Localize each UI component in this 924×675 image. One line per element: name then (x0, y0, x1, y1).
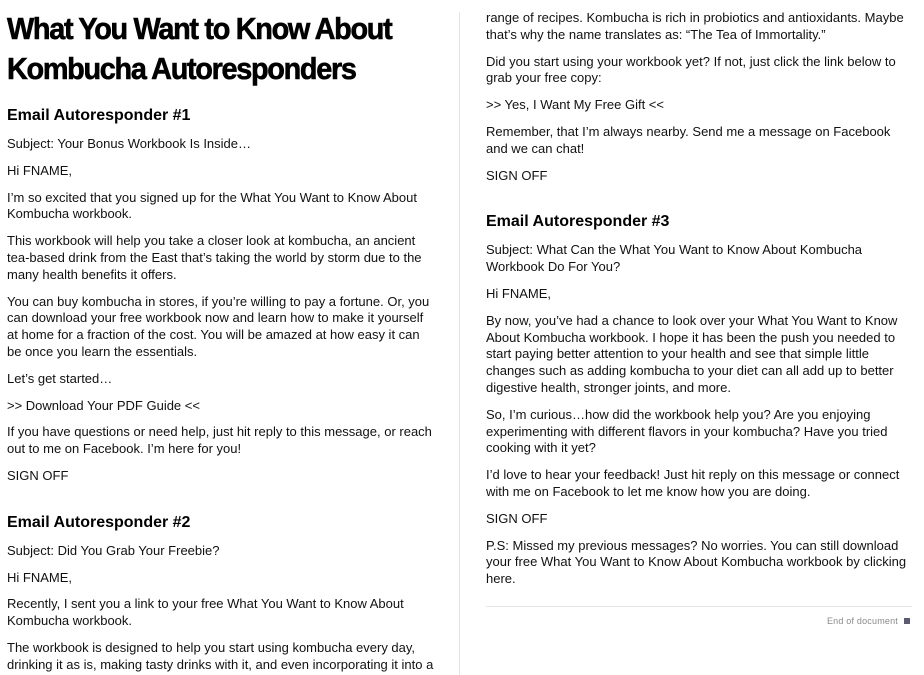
email-3-subject: Subject: What Can the What You Want to Know About Kombucha Workbook Do For You? (486, 242, 863, 275)
email-2-greeting: Hi FNAME, (7, 569, 72, 585)
end-square-icon (904, 618, 910, 624)
email-3-paragraph: So, I’m curious…how did the workbook help you? Are you enjoying experimenting with different flavors in your kombucha? Have you tried cooking with it yet? (486, 406, 888, 456)
document-title: What You Want to Know About Kombucha Autoresponders (7, 11, 392, 86)
email-3-paragraph: I’d love to hear your feedback! Just hit reply on this message or connect with me on Facebook to let me know how you are doing. (486, 467, 900, 499)
email-3-postscript: P.S: Missed my previous messages? No worries. You can still download your free What You Want to Know About Kombucha workbook by clicking here. (486, 537, 907, 587)
email-2-paragraph: Remember, that I’m always nearby. Send me a message on Facebook and we can chat! (486, 123, 891, 156)
end-of-document-label: End of document (826, 616, 898, 626)
email-2-paragraph: The workbook is designed to help you start using kombucha every day, drinking it as is, making tasty drinks with it, and even incorporating it into a (7, 639, 434, 672)
email-1-greeting: Hi FNAME, (7, 162, 72, 178)
email-1-paragraph: You can buy kombucha in stores, if you’re willing to pay a fortune. Or, you can download your free workbook now and learn how to make it yourself at home for a fraction of the cost. You will be amazed at how easy it can be once you learn the essentials. (7, 293, 430, 359)
email-1-paragraph: If you have questions or need help, just hit reply to this message, or reach out to me on Facebook. I’m here for you! (7, 424, 432, 457)
email-1-paragraph: This workbook will help you take a closer look at kombucha, an ancient tea-based drink from the East that’s taking the world by storm due to the many health benefits it offers. (7, 233, 422, 282)
left-column (7, 0, 437, 674)
email-2-paragraph: Did you start using your workbook yet? If not, just click the link below to grab your free copy: (486, 53, 896, 86)
email-2-gift-link[interactable]: >> Yes, I Want My Free Gift << (486, 97, 664, 113)
email-1-paragraph: I’m so excited that you signed up for the What You Want to Know About Kombucha workbook. (7, 189, 417, 222)
email-3-sign-off: SIGN OFF (486, 510, 548, 526)
email-2-subject: Subject: Did You Grab Your Freebie? (7, 542, 220, 558)
email-1-sign-off: SIGN OFF (7, 467, 69, 483)
email-3-paragraph: By now, you’ve had a chance to look over your What You Want to Know About Kombucha workbook. I hope it has been the push you needed to start paying better attention to your health and see that simple little changes such as adding kombucha to your diet can all add up to better digestive health, stronger joints, and more. (486, 312, 898, 395)
email-3-heading: Email Autoresponder #3 (486, 213, 670, 231)
email-1-download-link[interactable]: >> Download Your PDF Guide << (7, 397, 200, 413)
email-1-subject: Subject: Your Bonus Workbook Is Inside… (7, 136, 252, 151)
email-2-sign-off: SIGN OFF (486, 167, 548, 183)
email-2-heading: Email Autoresponder #2 (7, 513, 191, 531)
email-3-greeting: Hi FNAME, (486, 285, 551, 301)
email-2-paragraph: Recently, I sent you a link to your free What You Want to Know About Kombucha workbook. (7, 596, 404, 629)
column-divider (459, 12, 460, 675)
email-1-heading: Email Autoresponder #1 (7, 107, 191, 124)
end-of-document-marker (827, 616, 910, 626)
right-column (486, 0, 914, 588)
email-1-paragraph: Let’s get started… (7, 370, 113, 386)
email-2-paragraph-continued: range of recipes. Kombucha is rich in probiotics and antioxidants. Maybe that’s why the name translates as: “The Tea of Immortality.” (486, 10, 904, 42)
end-of-document-rule (486, 606, 912, 607)
